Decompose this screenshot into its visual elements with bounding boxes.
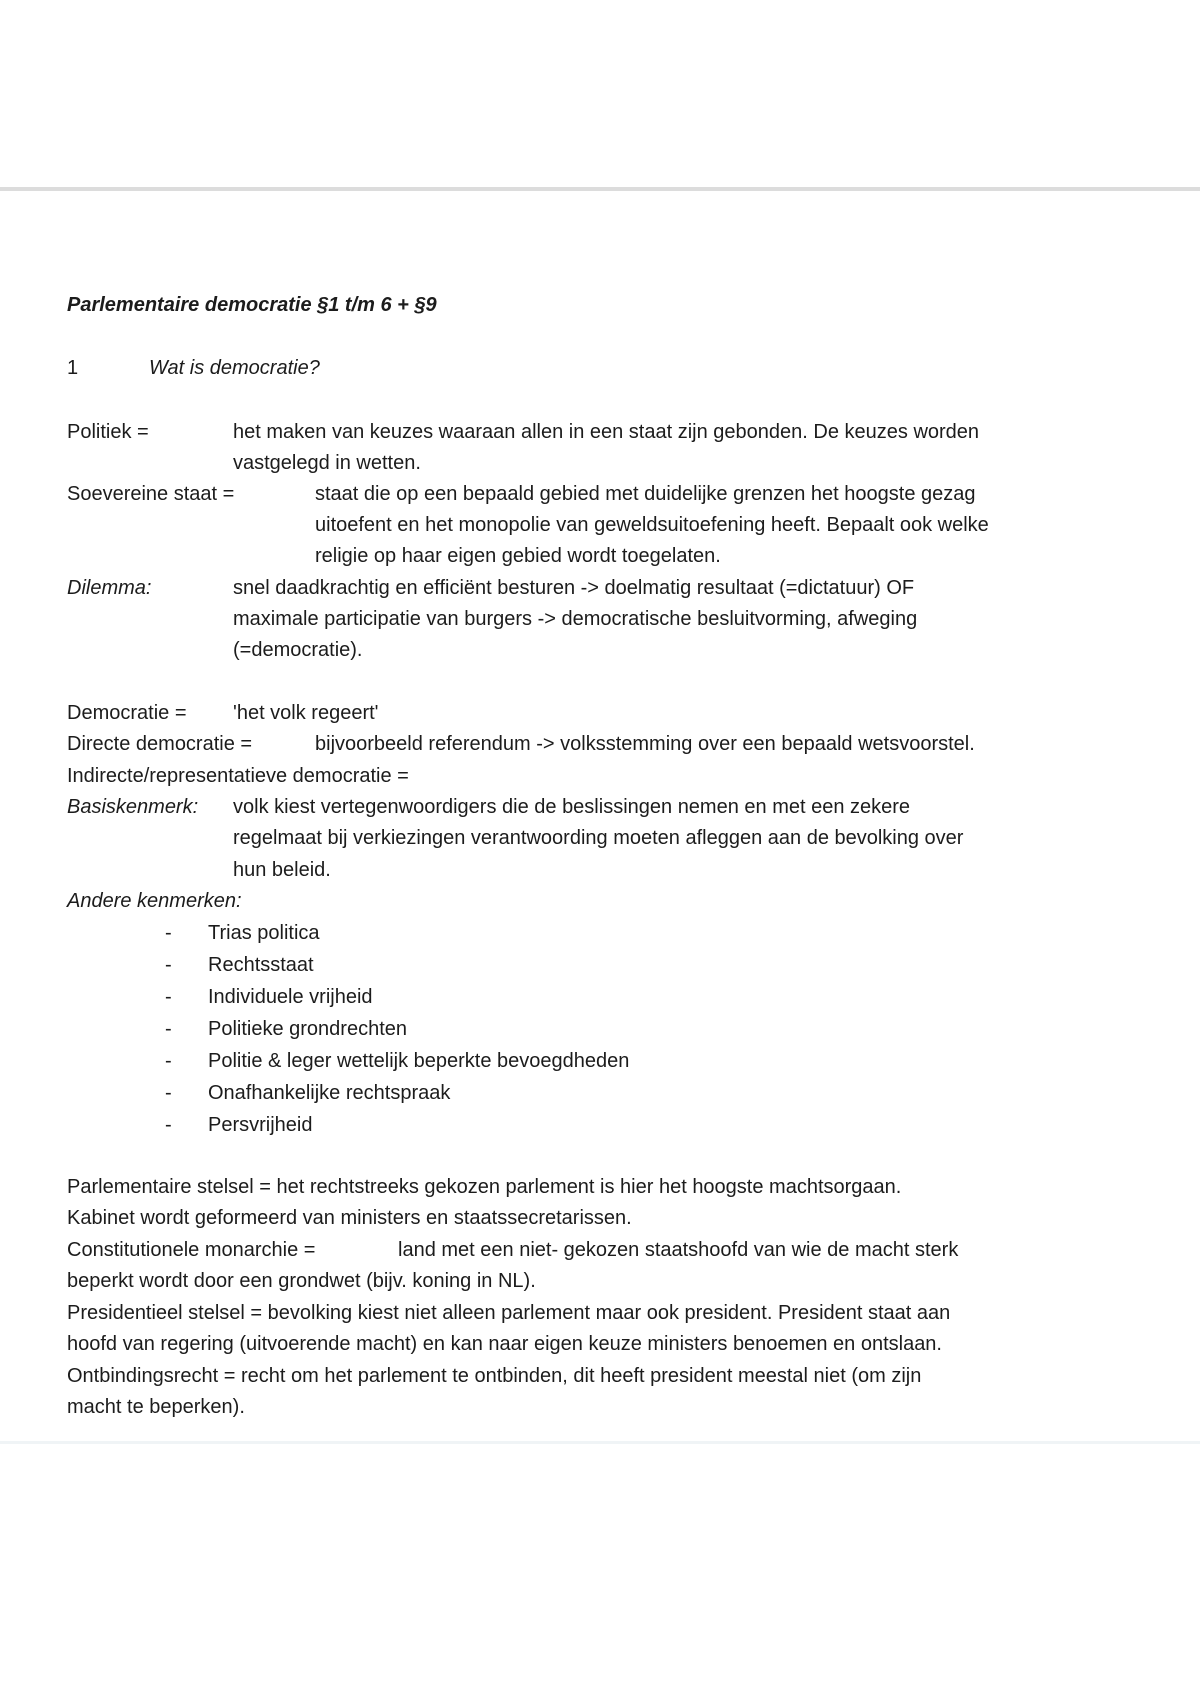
- list-item-text: Individuele vrijheid: [208, 986, 373, 1008]
- democratie-definition: 'het volk regeert': [233, 702, 379, 724]
- section-heading: [67, 353, 320, 384]
- andere-kenmerken-heading: Andere kenmerken:: [67, 890, 242, 912]
- soevereine-staat-line3: religie op haar eigen gebied wordt toegelaten.: [315, 545, 721, 567]
- bullet-dash: -: [165, 1082, 172, 1104]
- kabinet-line: Kabinet wordt geformeerd van ministers en staatssecretarissen.: [67, 1207, 632, 1229]
- bullet-dash: -: [165, 1114, 172, 1136]
- ontbindingsrecht-line: Ontbindingsrecht = recht om het parlement te ontbinden, dit heeft president meestal niet (om zijn: [67, 1365, 922, 1387]
- basiskenmerk-term: Basiskenmerk:: [67, 796, 199, 818]
- directe-democratie-term: Directe democratie =: [67, 733, 253, 755]
- politiek-term: Politiek =: [67, 421, 149, 443]
- dilemma-line2: maximale participatie van burgers -> democratische besluitvorming, afweging: [233, 608, 918, 630]
- parlementaire-stelsel-line: Parlementaire stelsel = het rechtstreeks gekozen parlement is hier het hoogste machtsorgaan.: [67, 1176, 902, 1198]
- list-item-text: Trias politica: [208, 922, 320, 944]
- soevereine-staat-line2: uitoefent en het monopolie van geweldsuitoefening heeft. Bepaalt ook welke: [315, 514, 989, 536]
- list-item-text: Persvrijheid: [208, 1114, 313, 1136]
- basiskenmerk-line1: volk kiest vertegenwoordigers die de beslissingen nemen en met een zekere: [233, 796, 911, 818]
- document-title: Parlementaire democratie §1 t/m 6 + §9: [67, 294, 437, 316]
- list-item-text: Politieke grondrechten: [208, 1018, 408, 1040]
- dilemma-term: Dilemma:: [67, 577, 152, 599]
- bullet-dash: -: [165, 986, 172, 1008]
- bullet-dash: -: [165, 1050, 172, 1072]
- basiskenmerk-line2: regelmaat bij verkiezingen verantwoording moeten afleggen aan de bevolking over: [233, 827, 964, 849]
- bottom-divider: [0, 1441, 1200, 1444]
- politiek-line1: het maken van keuzes waaraan allen in een staat zijn gebonden. De keuzes worden: [233, 421, 980, 443]
- democratie-term: Democratie =: [67, 702, 187, 724]
- bullet-dash: -: [165, 954, 172, 976]
- indirecte-democratie-term: Indirecte/representatieve democratie =: [67, 765, 409, 787]
- constitutionele-monarchie-definition: land met een niet- gekozen staatshoofd van wie de macht sterk: [398, 1239, 959, 1261]
- list-item-text: Rechtsstaat: [208, 954, 314, 976]
- basiskenmerk-line3: hun beleid.: [233, 859, 331, 881]
- directe-democratie-definition: bijvoorbeeld referendum -> volksstemming over een bepaald wetsvoorstel.: [315, 733, 975, 755]
- section-title: Wat is democratie?: [149, 357, 320, 379]
- constitutionele-monarchie-term: Constitutionele monarchie =: [67, 1239, 316, 1261]
- bullet-dash: -: [165, 922, 172, 944]
- bullet-dash: -: [165, 1018, 172, 1040]
- list-item-text: Politie & leger wettelijk beperkte bevoegdheden: [208, 1050, 630, 1072]
- dilemma-line3: (=democratie).: [233, 639, 363, 661]
- presidentieel-stelsel-line: Presidentieel stelsel = bevolking kiest niet alleen parlement maar ook president. President staat aan: [67, 1302, 951, 1324]
- grondwet-line: beperkt wordt door een grondwet (bijv. koning in NL).: [67, 1270, 536, 1292]
- politiek-line2: vastgelegd in wetten.: [233, 452, 421, 474]
- dilemma-line1: snel daadkrachtig en efficiënt besturen -> doelmatig resultaat (=dictatuur) OF: [233, 577, 915, 599]
- hoofd-van-regering-line: hoofd van regering (uitvoerende macht) en kan naar eigen keuze ministers benoemen en ontslaan.: [67, 1333, 942, 1355]
- list-item-text: Onafhankelijke rechtspraak: [208, 1082, 451, 1104]
- macht-beperken-line: macht te beperken).: [67, 1396, 245, 1418]
- soevereine-staat-line1: staat die op een bepaald gebied met duidelijke grenzen het hoogste gezag: [315, 483, 976, 505]
- section-number: 1: [67, 357, 79, 379]
- soevereine-staat-term: Soevereine staat =: [67, 483, 235, 505]
